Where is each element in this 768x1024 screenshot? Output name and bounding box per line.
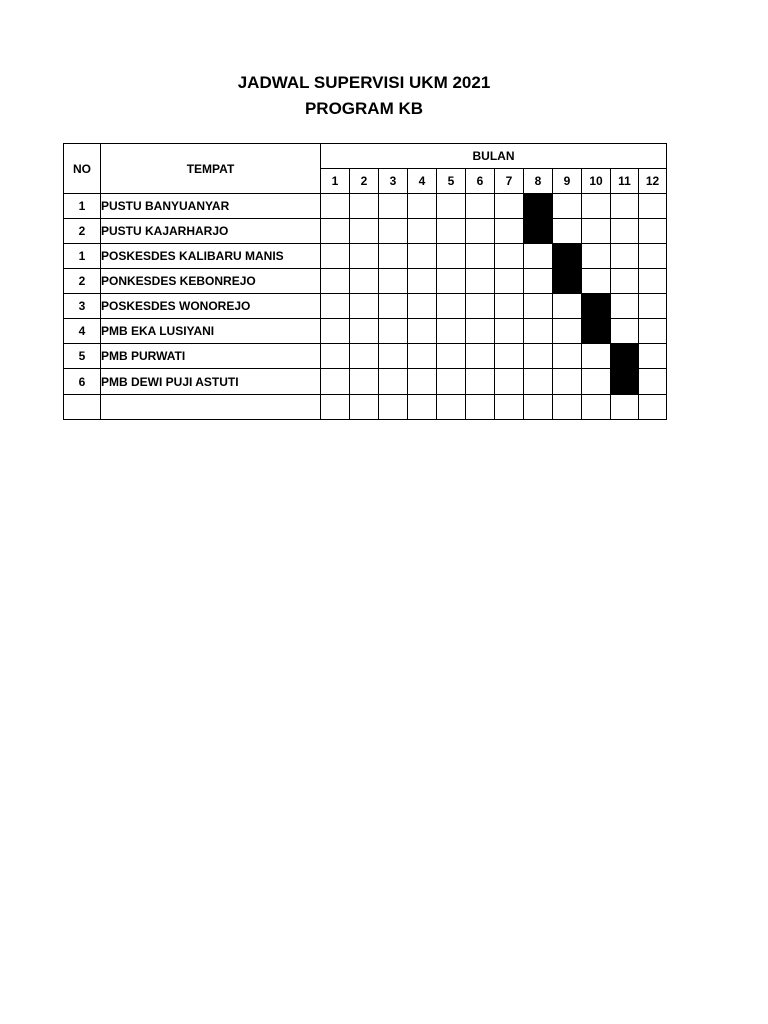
month-cell [350,294,379,319]
table-row [64,395,667,420]
row-place: PMB DEWI PUJI ASTUTI [101,369,321,395]
month-cell [321,369,350,395]
month-cell [408,219,437,244]
month-header-6: 6 [466,169,495,194]
month-cell [582,219,611,244]
month-cell [495,344,524,369]
month-cell [524,319,553,344]
month-cell [553,294,582,319]
row-number: 1 [64,244,101,269]
month-cell [611,294,639,319]
month-cell [466,319,495,344]
row-number: 3 [64,294,101,319]
month-cell [495,369,524,395]
month-cell [437,294,466,319]
month-cell [495,219,524,244]
month-cell [379,219,408,244]
scheduled-month-cell [524,194,553,219]
scheduled-month-cell [553,269,582,294]
month-cell [553,395,582,420]
schedule-body [64,194,667,420]
table-row [64,269,667,294]
month-cell [639,369,667,395]
month-cell [466,244,495,269]
month-cell [437,244,466,269]
month-cell [321,319,350,344]
row-number: 1 [64,194,101,219]
month-cell [524,244,553,269]
row-number [64,395,101,420]
table-row [64,219,667,244]
month-cell [379,194,408,219]
month-cell [524,294,553,319]
month-header-8: 8 [524,169,553,194]
row-place: POSKESDES KALIBARU MANIS [101,244,321,269]
table-row [64,319,667,344]
month-cell [639,344,667,369]
scheduled-month-cell [524,219,553,244]
month-cell [582,395,611,420]
month-cell [408,294,437,319]
month-cell [321,244,350,269]
document-title: JADWAL SUPERVISI UKM 2021 [237,73,491,92]
month-cell [639,269,667,294]
month-header-7: 7 [495,169,524,194]
month-cell [553,369,582,395]
month-cell [321,395,350,420]
month-cell [582,344,611,369]
month-cell [639,194,667,219]
month-cell [437,319,466,344]
row-number: 2 [64,269,101,294]
month-header-5: 5 [437,169,466,194]
month-cell [321,219,350,244]
month-cell [553,194,582,219]
header-no: NO [64,144,101,194]
row-number: 5 [64,344,101,369]
month-cell [553,344,582,369]
scheduled-month-cell [611,369,639,395]
row-place: PUSTU BANYUANYAR [101,194,321,219]
month-cell [379,319,408,344]
month-header-11: 11 [611,169,639,194]
month-cell [350,395,379,420]
month-cell [408,269,437,294]
scheduled-month-cell [553,244,582,269]
header-place: TEMPAT [101,144,321,194]
row-place: PUSTU KAJARHARJO [101,219,321,244]
month-cell [466,269,495,294]
month-cell [466,194,495,219]
month-cell [379,369,408,395]
month-cell [437,194,466,219]
month-cell [350,344,379,369]
month-cell [495,244,524,269]
document-subtitle: PROGRAM KB [304,99,424,118]
month-cell [639,219,667,244]
row-number: 6 [64,369,101,395]
month-cell [350,369,379,395]
row-number: 4 [64,319,101,344]
month-cell [611,269,639,294]
month-cell [524,344,553,369]
month-cell [582,269,611,294]
month-cell [639,244,667,269]
month-cell [466,219,495,244]
table-row [64,369,667,395]
month-header-9: 9 [553,169,582,194]
month-header-12: 12 [639,169,667,194]
month-cell [553,319,582,344]
month-cell [495,395,524,420]
month-cell [321,269,350,294]
row-place: PMB PURWATI [101,344,321,369]
month-cell [321,344,350,369]
month-cell [408,319,437,344]
month-cell [466,294,495,319]
month-cell [466,344,495,369]
month-cell [437,344,466,369]
row-place: PMB EKA LUSIYANI [101,319,321,344]
month-cell [408,395,437,420]
month-cell [437,369,466,395]
month-cell [408,344,437,369]
month-cell [495,194,524,219]
month-cell [350,319,379,344]
row-place: POSKESDES WONOREJO [101,294,321,319]
month-header-1: 1 [321,169,350,194]
table-row [64,294,667,319]
scheduled-month-cell [582,294,611,319]
month-cell [611,244,639,269]
month-cell [321,294,350,319]
row-place: PONKESDES KEBONREJO [101,269,321,294]
month-cell [408,369,437,395]
month-cell [582,244,611,269]
month-cell [582,194,611,219]
month-cell [524,395,553,420]
month-cell [437,219,466,244]
month-cell [350,194,379,219]
month-cell [437,395,466,420]
month-cell [553,219,582,244]
month-cell [611,319,639,344]
scheduled-month-cell [611,344,639,369]
month-header-3: 3 [379,169,408,194]
month-cell [321,194,350,219]
month-cell [466,369,495,395]
month-cell [582,369,611,395]
month-cell [611,194,639,219]
month-cell [350,219,379,244]
month-cell [611,219,639,244]
month-header-2: 2 [350,169,379,194]
month-cell [639,319,667,344]
month-cell [379,344,408,369]
row-place [101,395,321,420]
table-row [64,244,667,269]
month-cell [639,294,667,319]
schedule-table [63,143,667,420]
header-months-group: BULAN [321,144,667,169]
month-cell [379,244,408,269]
month-cell [437,269,466,294]
month-cell [611,395,639,420]
month-cell [379,294,408,319]
month-cell [524,269,553,294]
table-row [64,344,667,369]
month-cell [350,244,379,269]
month-cell [379,395,408,420]
month-header-4: 4 [408,169,437,194]
row-number: 2 [64,219,101,244]
month-cell [495,269,524,294]
month-cell [524,369,553,395]
month-cell [408,194,437,219]
month-header-10: 10 [582,169,611,194]
month-cell [639,395,667,420]
month-cell [466,395,495,420]
month-cell [379,269,408,294]
month-cell [350,269,379,294]
month-cell [408,244,437,269]
month-cell [495,319,524,344]
month-cell [495,294,524,319]
scheduled-month-cell [582,319,611,344]
table-row [64,194,667,219]
